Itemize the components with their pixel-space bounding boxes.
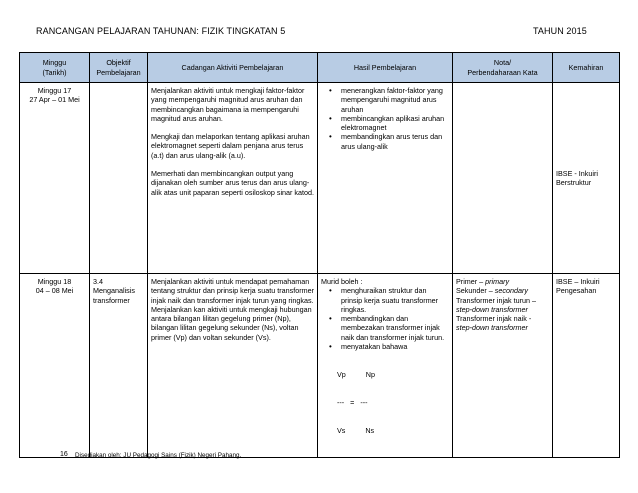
list-item: • membandingkan dan membezakan transformer injak naik dan transformer injak turun.	[331, 314, 449, 342]
column-header-minggu: Minggu (Tarikh)	[20, 53, 90, 83]
hasil-list	[321, 86, 449, 151]
lesson-plan-table	[19, 52, 620, 458]
column-header-kemahiran: Kemahiran	[553, 53, 620, 83]
list-item: • menghuraikan struktur dan prinsip kerja suatu transformer ringkas.	[331, 286, 449, 314]
column-header-nota: Nota/ Perbendaharaan Kata	[453, 53, 553, 83]
minggu-cell: Minggu 17 27 Apr – 01 Mei	[20, 83, 90, 274]
table-row	[20, 83, 620, 274]
hasil-cell: Murid boleh : • menghuraikan struktur dan prinsip kerja suatu transformer ringkas. • membandingkan dan membezakan transformer injak naik dan transformer injak turun. • menyatakan bahawa Vp Np --- = --- Vs Ns	[318, 274, 453, 458]
formula: Vp Np --- = --- Vs Ns	[337, 369, 375, 435]
list-item: • membincangkan aplikasi aruhan elektromagnet	[331, 114, 449, 133]
table-header-row	[20, 53, 620, 83]
column-header-cadangan: Cadangan Aktiviti Pembelajaran	[148, 53, 318, 83]
column-header-objektif: Objektif Pembelajaran	[90, 53, 148, 83]
page-number: 16	[60, 451, 68, 458]
list-item: • menyatakan bahawa	[331, 342, 449, 351]
cadangan-cell: Menjalankan aktiviti untuk mendapat pemahaman tentang struktur dan prinsip kerja suatu transformer injak naik dan transformer injak turun yang ringkas. Menjalankan kan aktiviti untuk mengkaji hubungan antara bilangan lilitan gegelung primer (Np), bilangan lilitan gegelung sekunder (Ns), voltan primer (Vp) dan voltan sekunder (Vs).	[148, 274, 318, 458]
document-title: RANCANGAN PELAJARAN TAHUNAN: FIZIK TINGKATAN 5	[36, 26, 286, 36]
document-year: TAHUN 2015	[533, 26, 587, 36]
nota-line: Transformer injak turun – step-down transformer	[456, 295, 537, 314]
nota-cell	[453, 83, 553, 274]
cadangan-cell: Menjalankan aktiviti untuk mengkaji faktor-faktor yang mempengaruhi magnitud arus aruhan dan membincangkan bagaimana ia mempengaruhi magnitud arus aruhan. Mengkaji dan melaporkan tentang aplikasi aruhan elektromagnet seperti dalam penjana arus terus (a.t) dan arus ulang-alik (a.u). Memerhati dan membincangkan output yang dijanakan oleh sumber arus terus dan arus ulang-alik atas unit paparan seperti osiloskop sinar katod.	[148, 83, 318, 274]
nota-cell	[453, 274, 553, 458]
minggu-cell: Minggu 18 04 – 08 Mei	[20, 274, 90, 458]
column-header-hasil: Hasil Pembelajaran	[318, 53, 453, 83]
footer-text: Disediakan oleh: JU Pedagogi Sains (Fizik) Negeri Pahang.	[75, 452, 242, 459]
nota-line: Sekunder – secondary	[456, 286, 528, 296]
list-item: • menerangkan faktor-faktor yang mempengaruhi magnitud arus aruhan	[331, 86, 449, 114]
kemahiran-cell: IBSE - Inkuiri Berstruktur	[553, 83, 620, 274]
nota-line: Primer – primary	[456, 277, 510, 286]
objektif-cell	[90, 83, 148, 274]
list-item: • membandingkan arus terus dan arus ulang-alik	[331, 132, 449, 151]
table-row	[20, 274, 620, 458]
nota-line: Transformer injak naik - step-down transformer	[456, 314, 532, 333]
kemahiran-cell: IBSE – Inkuiri Pengesahan	[553, 274, 620, 458]
hasil-cell	[318, 83, 453, 274]
hasil-list	[321, 286, 449, 351]
objektif-cell: 3.4 Menganalisis transformer	[90, 274, 148, 458]
